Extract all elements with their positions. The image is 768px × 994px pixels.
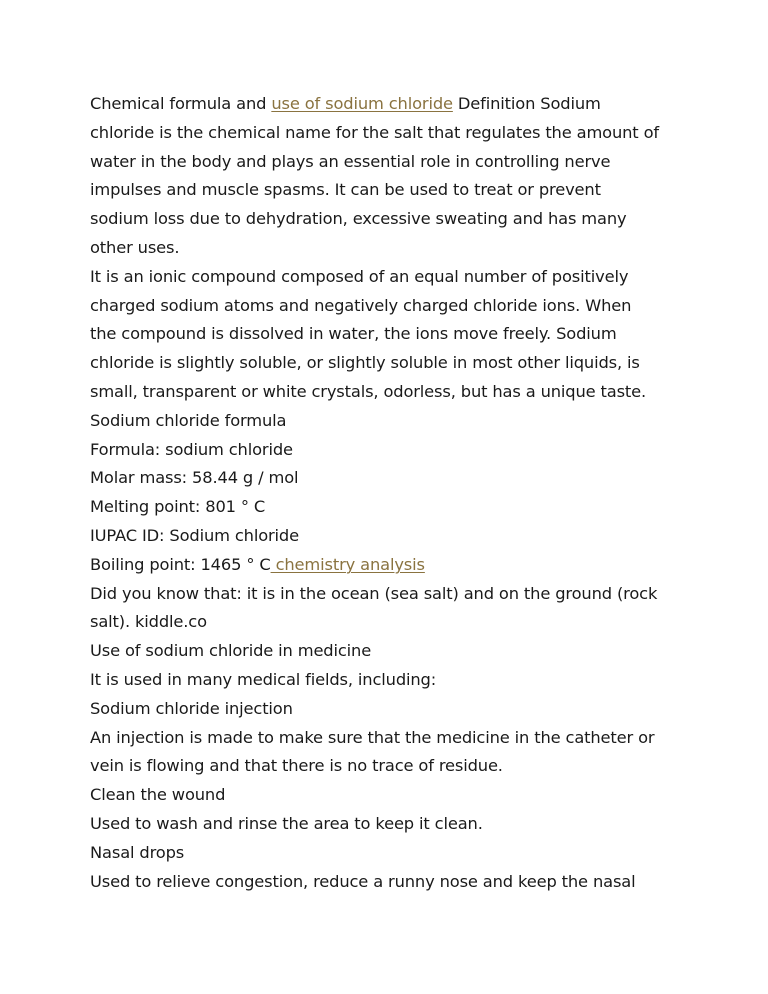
text-line: small, transparent or white crystals, odorless, but has a unique taste. — [90, 381, 647, 401]
text-line: IUPAC ID: Sodium chloride — [90, 525, 299, 545]
text-span: Boiling point: 1465 ° C — [90, 554, 271, 574]
text-span: Definition Sodium — [452, 94, 601, 113]
text-line: salt). kiddle.co — [90, 612, 207, 632]
text-line: An injection is made to make sure that the medicine in the catheter or — [90, 727, 655, 747]
text-line: sodium loss due to dehydration, excessive sweating and has many — [90, 209, 627, 229]
text-span: Chemical formula and — [90, 94, 272, 113]
text-line: Molar mass: 58.44 g / mol — [90, 468, 299, 488]
text-line: Formula: sodium chloride — [90, 439, 293, 459]
text-line — [90, 90, 690, 119]
text-line: charged sodium atoms and negatively charged chloride ions. When — [90, 295, 632, 315]
text-line: Used to relieve congestion, reduce a runny nose and keep the nasal — [90, 871, 636, 891]
section-heading: Clean the wound — [90, 785, 226, 805]
text-line: Did you know that: it is in the ocean (sea salt) and on the ground (rock — [90, 583, 658, 603]
document-body — [90, 90, 690, 896]
text-line: It is used in many medical fields, including: — [90, 669, 437, 689]
text-line: other uses. — [90, 237, 180, 257]
section-heading: Use of sodium chloride in medicine — [90, 641, 372, 661]
section-heading: Sodium chloride injection — [90, 698, 293, 718]
text-line: It is an ionic compound composed of an equal number of positively — [90, 266, 629, 286]
chemistry-analysis-link[interactable]: chemistry analysis — [270, 554, 425, 574]
text-line: water in the body and plays an essential role in controlling nerve — [90, 151, 611, 171]
text-line: chloride is slightly soluble, or slightly soluble in most other liquids, is — [90, 353, 640, 373]
text-line — [90, 551, 690, 580]
text-line: vein is flowing and that there is no trace of residue. — [90, 756, 503, 776]
text-line: Melting point: 801 ° C — [90, 497, 266, 517]
section-heading: Sodium chloride formula — [90, 410, 287, 430]
text-line: Used to wash and rinse the area to keep it clean. — [90, 813, 483, 833]
text-line: chloride is the chemical name for the salt that regulates the amount of — [90, 122, 659, 142]
text-line: impulses and muscle spasms. It can be used to treat or prevent — [90, 180, 601, 200]
use-of-sodium-chloride-link[interactable]: use of sodium chloride — [271, 94, 453, 113]
section-heading: Nasal drops — [90, 842, 185, 862]
text-line: the compound is dissolved in water, the ions move freely. Sodium — [90, 324, 617, 344]
